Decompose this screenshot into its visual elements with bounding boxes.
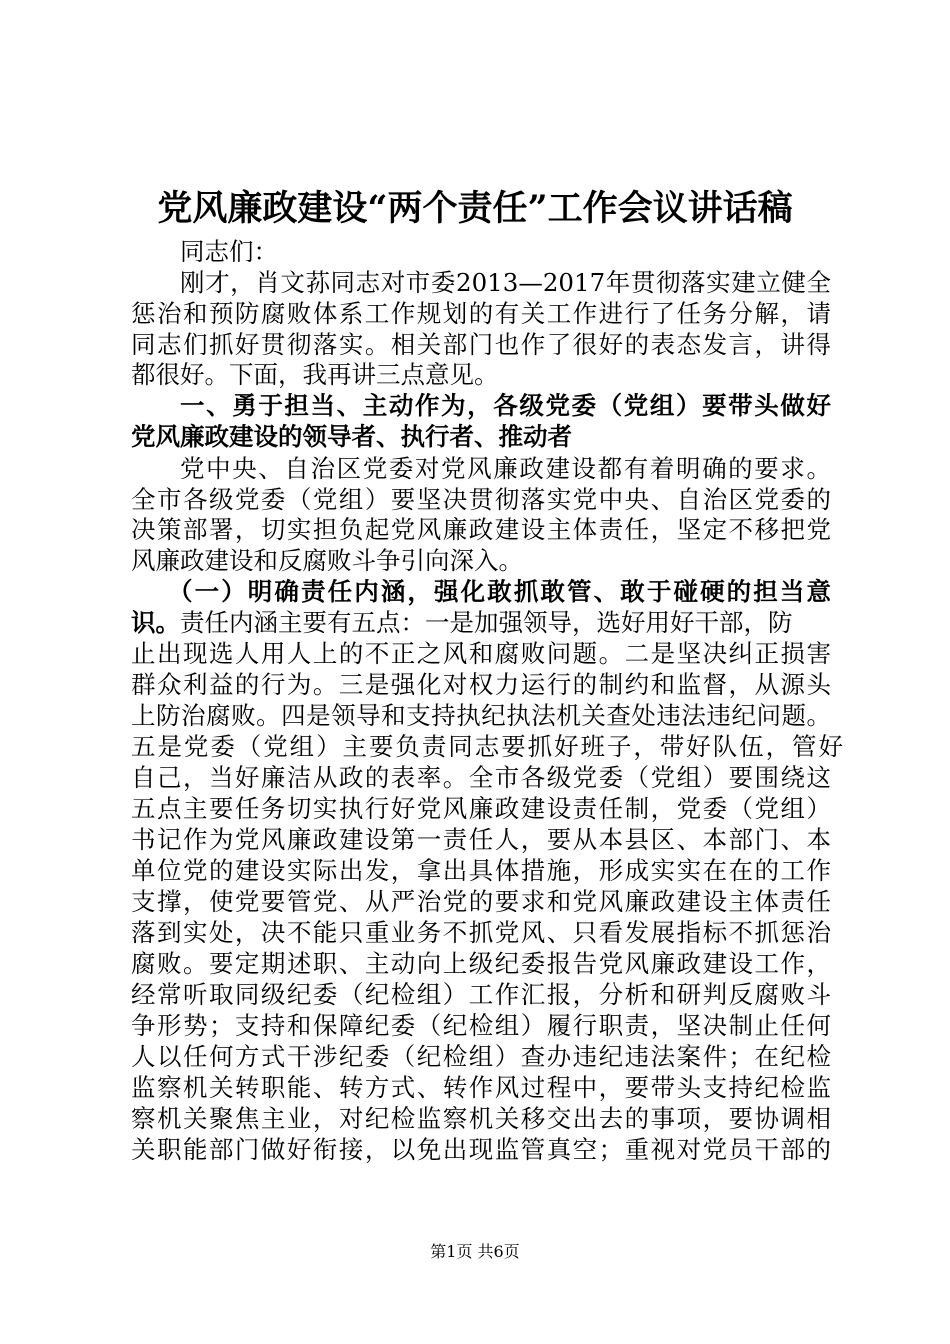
body-line: 全市各级党委（党组）要坚决贯彻落实党中央、自治区党委的 (131, 485, 831, 514)
body-line: 关职能部门做好衔接，以免出现监管真空；重视对党员干部的 (131, 1135, 831, 1164)
body-line: 止出现选人用人上的不正之风和腐败问题。二是坚决纠正损害 (131, 639, 831, 668)
body-line: 自己，当好廉洁从政的表率。全市各级党委（党组）要围绕这 (131, 763, 831, 792)
body-line: 落到实处，决不能只重业务不抓党风、只看发展指标不抓惩治 (131, 918, 831, 947)
body-line: 都很好。下面，我再讲三点意见。 (131, 360, 499, 389)
section-heading: 党风廉政建设的领导者、执行者、推动者 (131, 422, 572, 451)
body-line: 五点主要任务切实执行好党风廉政建设责任制，党委（党组） (131, 794, 831, 823)
body-line: 刚才，肖文荪同志对市委2013—2017年贯彻落实建立健全 (180, 268, 831, 297)
body-line: 决策部署，切实担负起党风廉政建设主体责任，坚定不移把党 (131, 515, 831, 544)
body-line: 群众利益的行为。三是强化对权力运行的制约和监督，从源头 (131, 670, 831, 699)
document-title: 党风廉政建设“两个责任”工作会议讲话稿 (157, 188, 793, 229)
subsection-heading-end: 识。 (131, 608, 180, 637)
body-line: 腐败。要定期述职、主动向上级纪委报告党风廉政建设工作， (131, 949, 831, 978)
section-heading: 一、勇于担当、主动作为，各级党委（党组）要带头做好 (180, 391, 831, 420)
body-line: 同志们抓好贯彻落实。相关部门也作了很好的表态发言，讲得 (131, 330, 831, 359)
body-line: 经常听取同级纪委（纪检组）工作汇报，分析和研判反腐败斗 (131, 980, 831, 1009)
body-line: 惩治和预防腐败体系工作规划的有关工作进行了任务分解，请 (131, 299, 831, 328)
body-line: 书记作为党风廉政建设第一责任人，要从本县区、本部门、本 (131, 825, 831, 854)
body-line: 争形势；支持和保障纪委（纪检组）履行职责，坚决制止任何 (131, 1011, 831, 1040)
body-line: 五是党委（党组）主要负责同志要抓好班子，带好队伍，管好 (131, 732, 843, 761)
page-number: 第1页 共6页 (430, 1242, 520, 1261)
body-line: 党中央、自治区党委对党风廉政建设都有着明确的要求。 (180, 454, 831, 483)
salutation: 同志们： (180, 237, 278, 266)
body-text: 责任内涵主要有五点：一是加强领导，选好用好干部，防 (180, 608, 793, 637)
body-line: 监察机关转职能、转方式、转作风过程中，要带头支持纪检监 (131, 1073, 831, 1102)
subsection-heading: （一）明确责任内涵，强化敢抓敢管、敢于碰硬的担当意 (168, 577, 831, 606)
subsection-line (131, 608, 793, 638)
body-line: 人以任何方式干涉纪委（纪检组）查办违纪违法案件；在纪检 (131, 1042, 831, 1071)
body-line: 风廉政建设和反腐败斗争引向深入。 (131, 546, 523, 575)
body-line: 单位党的建设实际出发，拿出具体措施，形成实实在在的工作 (131, 856, 831, 885)
body-line: 支撑，使党要管党、从严治党的要求和党风廉政建设主体责任 (131, 887, 831, 916)
body-line: 察机关聚焦主业，对纪检监察机关移交出去的事项，要协调相 (131, 1104, 831, 1133)
body-line: 上防治腐败。四是领导和支持执纪执法机关查处违法违纪问题。 (131, 701, 831, 730)
